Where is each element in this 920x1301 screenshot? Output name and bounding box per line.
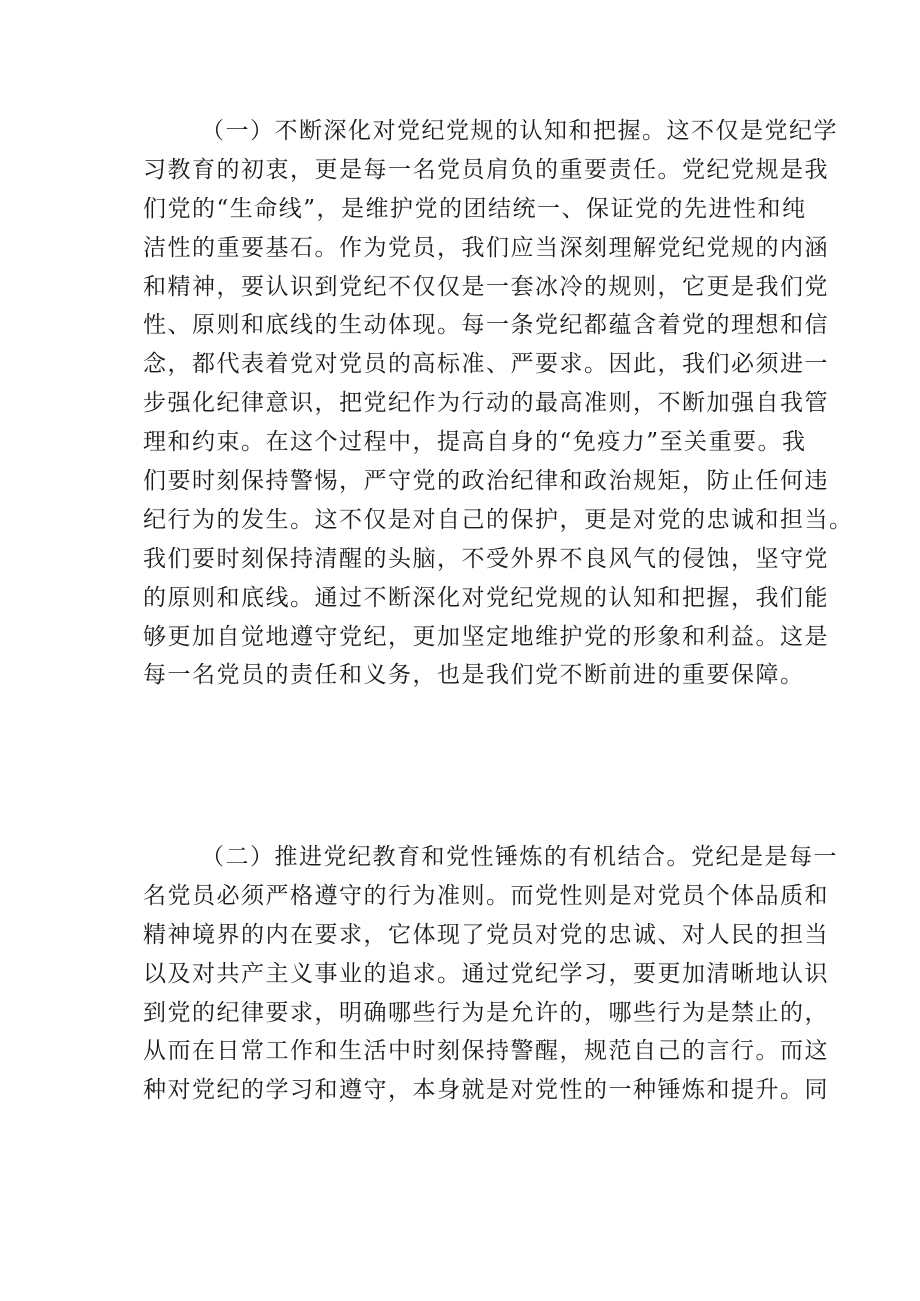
text-line: 性、原则和底线的生动体现。每一条党纪都蕴含着党的理想和信: [143, 312, 829, 339]
text-line: 习教育的初衷，更是每一名党员肩负的重要责任。党纪党规是我: [143, 156, 829, 183]
text-line: 名党员必须严格遵守的行为准则。而党性则是对党员个体品质和: [143, 882, 829, 909]
text-line: （一）不断深化对党纪党规的认知和把握。这不仅是党纪学: [201, 118, 838, 144]
text-line: 念，都代表着党对党员的高标准、严要求。因此，我们必须进一: [143, 351, 829, 378]
text-line: 洁性的重要基石。作为党员，我们应当深刻理解党纪党规的内涵: [143, 234, 829, 261]
text-line: 纪行为的发生。这不仅是对自己的保护，更是对党的忠诚和担当。: [143, 506, 854, 533]
text-line: 们党的“生命线”，是维护党的团结统一、保证党的先进性和纯: [143, 195, 807, 222]
text-line: 们要时刻保持警惕，严守党的政治纪律和政治规矩，防止任何违: [143, 468, 829, 495]
text-line: 够更加自觉地遵守党纪，更加坚定地维护党的形象和利益。这是: [143, 623, 829, 650]
text-line: 步强化纪律意识，把党纪作为行动的最高准则，不断加强自我管: [143, 390, 829, 417]
paragraph-1: [143, 112, 854, 695]
text-line: 以及对共产主义事业的追求。通过党纪学习，要更加清晰地认识: [143, 960, 829, 987]
text-line: 每一名党员的责任和义务，也是我们党不断前进的重要保障。: [143, 662, 805, 689]
text-line: 到党的纪律要求，明确哪些行为是允许的，哪些行为是禁止的，: [143, 999, 829, 1026]
text-line: 和精神，要认识到党纪不仅仅是一套冰冷的规则，它更是我们党: [143, 273, 829, 300]
text-line: 的原则和底线。通过不断深化对党纪党规的认知和把握，我们能: [143, 584, 829, 611]
text-line: 精神境界的内在要求，它体现了党员对党的忠诚、对人民的担当: [143, 921, 829, 948]
text-line: （二）推进党纪教育和党性锤炼的有机结合。党纪是是每一: [201, 844, 838, 870]
text-line: 种对党纪的学习和遵守，本身就是对党性的一种锤炼和提升。同: [143, 1077, 829, 1104]
text-line: 理和约束。在这个过程中，提高自身的“免疫力”至关重要。我: [143, 429, 807, 456]
text-line: 从而在日常工作和生活中时刻保持警醒，规范自己的言行。而这: [143, 1038, 829, 1065]
paragraph-2: [143, 838, 838, 1110]
text-line: 我们要时刻保持清醒的头脑，不受外界不良风气的侵蚀，坚守党: [143, 545, 829, 572]
